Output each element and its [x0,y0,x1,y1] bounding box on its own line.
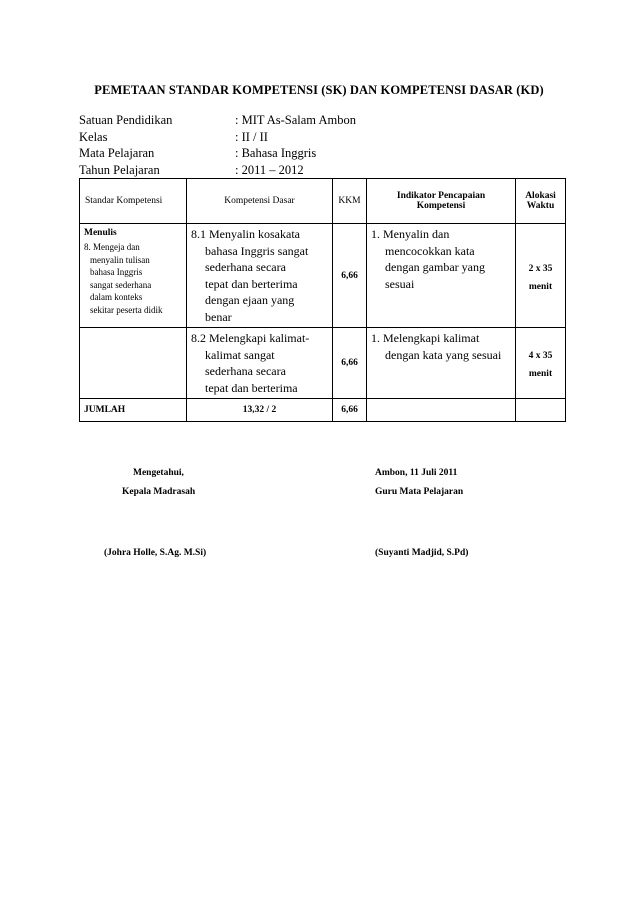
kd-cell [187,328,333,399]
kd-line: tepat dan berterima [205,276,298,291]
sk-line: 8. Mengeja dan [84,242,140,252]
footer-kkm: 6,66 [333,399,367,422]
sk-cell [80,224,187,328]
footer-indikator-empty [367,399,516,422]
kd-line: kalimat sangat [205,347,275,362]
header-sk: Standar Kompetensi [80,179,187,224]
kd-text [187,328,332,398]
info-label: Satuan Pendidikan [79,113,173,127]
kd-line: dengan ejaan yang [205,293,295,307]
sk-cell-empty [80,328,187,399]
info-value: : MIT As-Salam Ambon [235,113,356,127]
alokasi-cell [516,328,566,399]
kd-cell [187,224,333,328]
indikator-text [367,224,515,294]
sk-title: Menulis [84,228,117,238]
indikator-number: 1. [371,331,380,345]
signature-right-line-1: Ambon, 11 Juli 2011 [375,468,458,478]
info-row-satuan [79,112,356,129]
alokasi-line: menit [528,369,553,379]
alokasi-text [516,343,565,383]
indikator-line: dengan gambar yang [385,260,485,274]
kd-line: Melengkapi kalimat- [209,331,310,345]
info-label: Mata Pelajaran [79,146,155,160]
kkm-cell: 6,66 [333,328,367,399]
info-label: Tahun Pelajaran [79,162,160,177]
kd-line: benar [205,309,232,324]
info-value: : II / II [235,129,268,144]
kd-number: 8.1 [191,227,206,241]
sk-line: bahasa Inggris [90,267,143,277]
alokasi-text [516,256,565,296]
kd-line: sederhana secara [205,364,286,378]
header-indikator [367,179,516,224]
kd-number: 8.2 [191,331,206,345]
info-value: : 2011 – 2012 [235,162,304,177]
signature-left-name: (Johra Holle, S.Ag. M.Si) [104,548,207,558]
info-row-kelas [79,129,356,146]
indikator-line: Menyalin dan [383,227,450,241]
header-alokasi [516,179,566,224]
page-title: PEMETAAN STANDAR KOMPETENSI (SK) DAN KOMPETENSI DASAR (KD) [94,83,544,97]
kd-line: sederhana secara [205,260,286,274]
indikator-number: 1. [371,227,380,241]
header-indikator-line-2: Kompetensi [416,201,466,211]
sk-line: sangat sederhana [90,279,152,290]
sk-kd-table [79,178,566,422]
alokasi-line: menit [528,281,553,292]
kkm-cell: 6,66 [333,224,367,328]
indikator-line: sesuai [385,276,415,291]
indikator-line: dengan kata yang sesuai [385,347,502,362]
sk-description [80,238,186,316]
info-row-mapel [79,145,356,162]
info-block [79,112,356,178]
table-row [80,224,566,328]
indikator-cell [367,328,516,399]
info-label: Kelas [79,129,108,144]
header-indikator-line-1: Indikator Pencapaian [396,191,486,201]
indikator-line: Melengkapi kalimat [383,331,480,345]
header-kd: Kompetensi Dasar [187,179,333,224]
header-alokasi-line-1: Alokasi [525,191,556,201]
indikator-cell [367,224,516,328]
alokasi-line: 2 x 35 [528,263,553,274]
indikator-line: mencocokkan kata [385,243,475,258]
table-row [80,328,566,399]
alokasi-cell [516,224,566,328]
sk-line: dalam konteks [90,292,143,302]
signature-right-name: (Suyanti Madjid, S.Pd) [375,548,469,558]
indikator-text [367,328,515,365]
signature-left-line-1: Mengetahui, [133,468,184,478]
footer-kd: 13,32 / 2 [187,399,333,422]
alokasi-line: 4 x 35 [528,351,553,361]
kd-line: Menyalin kosakata [209,227,300,241]
kd-text [187,224,332,327]
footer-label: JUMLAH [80,399,187,422]
sk-line: sekitar peserta didik [90,304,163,315]
table-header-row [80,179,566,224]
kd-line: tepat dan berterima [205,380,298,395]
table-footer-row [80,399,566,422]
signature-right-line-2: Guru Mata Pelajaran [375,487,464,497]
info-value: : Bahasa Inggris [235,146,317,160]
info-row-tahun [79,162,356,179]
header-alokasi-line-2: Waktu [526,201,555,211]
footer-alokasi-empty [516,399,566,422]
sk-line: menyalin tulisan [90,254,150,265]
signature-left-line-2: Kepala Madrasah [122,487,196,497]
kd-line: bahasa Inggris sangat [205,243,309,258]
header-kkm: KKM [333,179,367,224]
